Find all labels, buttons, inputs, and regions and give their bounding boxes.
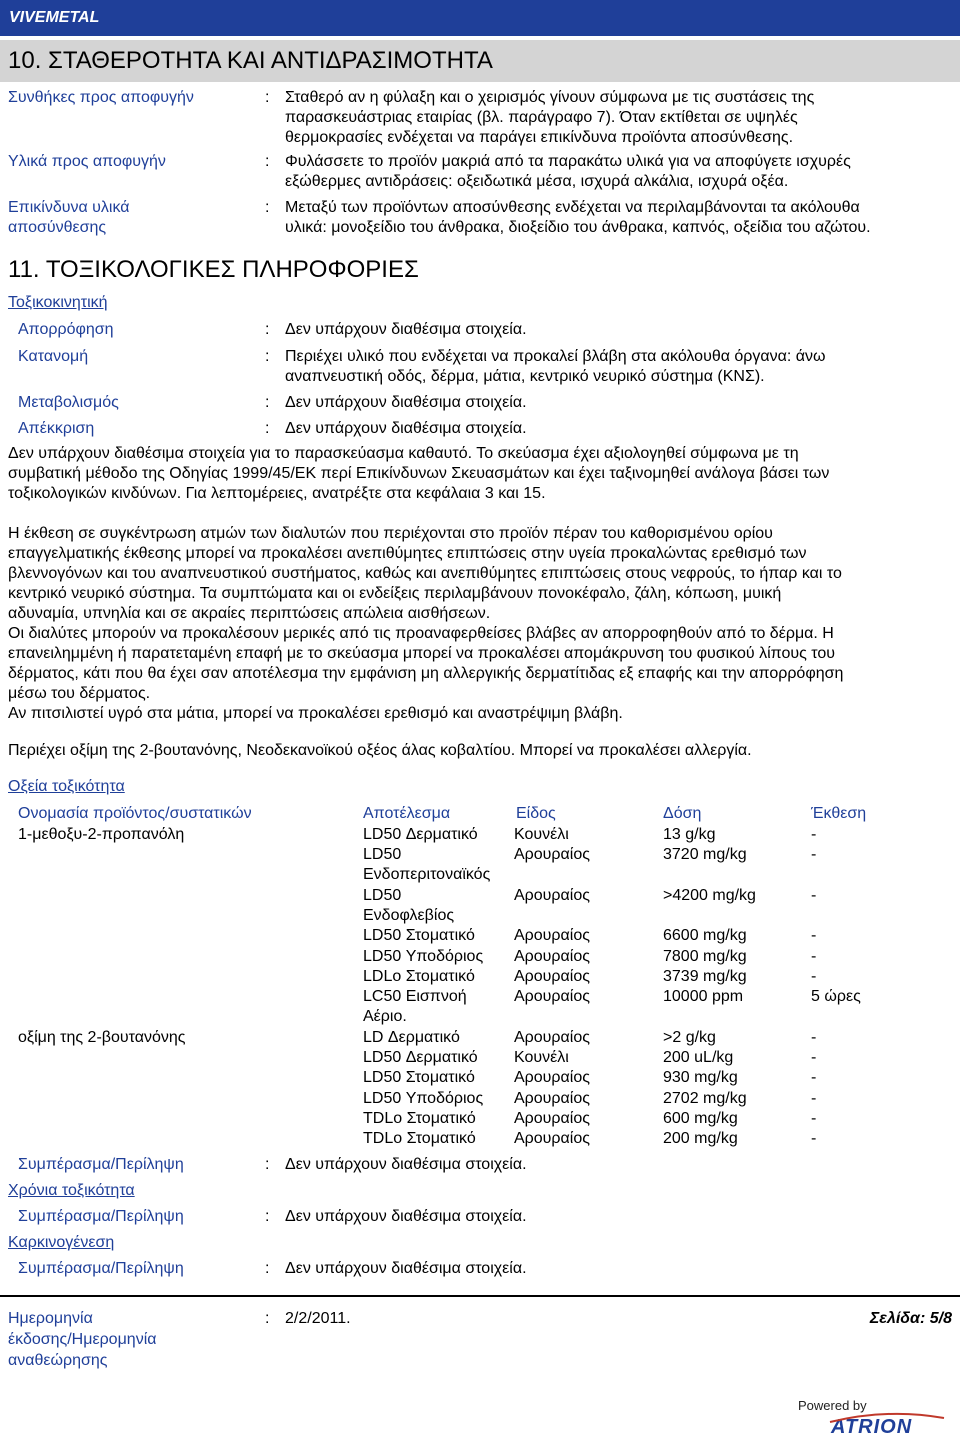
acute-toxicity-heading: Οξεία τοξικότητα	[8, 778, 125, 795]
colon: :	[265, 1208, 270, 1225]
cell-species: Αρουραίος	[514, 927, 590, 945]
cell-species: Αρουραίος	[514, 1089, 590, 1107]
paragraph-line: Δεν υπάρχουν διαθέσιμα στοιχεία για το παρασκεύασμα καθαυτό. Το σκεύασμα έχει αξιολογηθεί σύμφωνα με τη	[8, 445, 799, 462]
cell-result: LD50 Στοματικό	[363, 927, 475, 945]
paragraph-line: αδυναμία, υπνηλία και σε ακραίες περιπτώσεις απώλεια αισθήσεων.	[8, 605, 491, 622]
cell-dose: 600 mg/kg	[663, 1109, 738, 1127]
footer-date-value: 2/2/2011.	[285, 1310, 351, 1327]
footer-divider	[0, 1295, 960, 1297]
decomposition-label	[8, 198, 130, 238]
decomposition-label-1: Επικίνδυνα υλικά	[8, 199, 130, 216]
section-11-title: 11. ΤΟΞΙΚΟΛΟΓΙΚΕΣ ΠΛΗΡΟΦΟΡΙΕΣ	[8, 256, 419, 283]
cell-species: Αρουραίος	[514, 967, 590, 985]
paragraph-line: Η έκθεση σε συγκέντρωση ατμών των διαλυτών που περιέχονται στο προϊόν πέραν του καθορισμένου ορίου	[8, 525, 773, 542]
paragraph-line: Αν πιτσιλιστεί υγρό στα μάτια, μπορεί να προκαλέσει ερεθισμό και αναστρέψιμη βλάβη.	[8, 705, 623, 722]
chronic-toxicity-heading: Χρόνια τοξικότητα	[8, 1182, 135, 1199]
chronic-conclusion-label: Συμπέρασμα/Περίληψη	[18, 1208, 184, 1225]
conclusion-label: Συμπέρασμα/Περίληψη	[18, 1156, 184, 1173]
cell-exposure: -	[811, 1069, 817, 1087]
cell-species: Αρουραίος	[514, 1069, 590, 1087]
cell-species: Αρουραίος	[514, 846, 590, 864]
materials-line-1: Φυλάσσετε το προϊόν μακριά από τα παρακάτω υλικά για να αποφύγετε ισχυρές	[285, 153, 851, 170]
colon: :	[265, 348, 270, 365]
paragraph-line: βλεννογόνων και του αναπνευστικού συστήματος, καθώς και ανεπιθύμητες επιπτώσεις στους νεφρούς, το ήπαρ και το	[8, 565, 842, 582]
metabolism-text: Δεν υπάρχουν διαθέσιμα στοιχεία.	[285, 394, 527, 411]
cell-dose: 930 mg/kg	[663, 1069, 738, 1087]
cell-exposure: -	[811, 1109, 817, 1127]
conditions-line-3: θερμοκρασίες ενδέχεται να παράγει επικίνδυνα προϊόντα αποσύνθεσης.	[285, 129, 794, 146]
carcinogenicity-heading: Καρκινογένεση	[8, 1234, 115, 1251]
cell-result: TDLo Στοματικό	[363, 1130, 476, 1148]
excretion-label: Απέκκριση	[18, 420, 95, 437]
metabolism-label: Μεταβολισμός	[18, 394, 119, 411]
distribution-label: Κατανομή	[18, 348, 89, 365]
logo-swoosh-icon	[828, 1412, 946, 1424]
cell-exposure: -	[811, 886, 817, 904]
cell-dose: 3739 mg/kg	[663, 967, 747, 985]
decomposition-text	[285, 198, 950, 238]
excretion-text: Δεν υπάρχουν διαθέσιμα στοιχεία.	[285, 420, 527, 437]
table-header-species: Είδος	[516, 805, 556, 822]
carcino-conclusion-label: Συμπέρασμα/Περίληψη	[18, 1260, 184, 1277]
decomposition-line-2: υλικά: μονοξείδιο του άνθρακα, διοξείδιο του άνθρακα, καπνός, οξείδια του αζώτου.	[285, 219, 871, 236]
paragraph-exposure	[8, 524, 948, 724]
decomposition-label-2: αποσύνθεσης	[8, 219, 107, 236]
footer-page-number: Σελίδα: 5/8	[869, 1310, 952, 1327]
section-10-title: 10. ΣΤΑΘΕΡΟΤΗΤΑ ΚΑΙ ΑΝΤΙΔΡΑΣΙΜΟΤΗΤΑ	[0, 40, 960, 82]
table-header-result: Αποτέλεσμα	[363, 805, 451, 822]
colon: :	[265, 89, 270, 106]
cell-species: Αρουραίος	[514, 947, 590, 965]
cell-dose: 10000 ppm	[663, 988, 744, 1006]
cell-exposure: -	[811, 1049, 817, 1066]
cell-exposure: -	[811, 1028, 817, 1046]
paragraph-line: τοξικολογικών κινδύνων. Για λεπτομέρειες, ανατρέξτε στα κεφάλαια 3 και 15.	[8, 485, 546, 502]
cell-result: LD50 Δερματικό	[363, 826, 478, 843]
cell-dose: >2 g/kg	[663, 1028, 716, 1046]
colon: :	[265, 1156, 270, 1173]
cell-result: LD50	[363, 886, 402, 904]
cell-dose: 6600 mg/kg	[663, 927, 747, 945]
cell-result: LD50	[363, 846, 402, 864]
paragraph-line: κεντρικό νευρικό σύστημα. Τα συμπτώματα και οι ενδείξεις περιλαμβάνουν πονοκέφαλο, ζάλη, κόπωση, μυική	[8, 585, 782, 602]
cell-dose: 7800 mg/kg	[663, 947, 747, 965]
cell-result: LDLo Στοματικό	[363, 967, 475, 985]
cell-dose: 13 g/kg	[663, 826, 716, 843]
decomposition-line-1: Μεταξύ των προϊόντων αποσύνθεσης ενδέχεται να περιλαμβάνονται τα ακόλουθα	[285, 199, 860, 216]
paragraph-line: συμβατική μέθοδο της Οδηγίας 1999/45/ΕΚ περί Επικίνδυνων Σκευασμάτων και έχει ταξινομηθεί ανάλογα βάσει των	[8, 465, 830, 482]
paragraph-line: Οι διαλύτες μπορούν να προκαλέσουν μερικές από τις προαναφερθείσες βλάβες αν απορροφηθούν από το δέρμα. Η	[8, 625, 834, 642]
absorption-text: Δεν υπάρχουν διαθέσιμα στοιχεία.	[285, 321, 527, 338]
cell-exposure: -	[811, 846, 817, 864]
conditions-line-2: παρασκευάστριας εταιρίας (βλ. παράγραφο 7). Όταν εκτίθεται σε υψηλές	[285, 109, 798, 126]
footer-date-label	[8, 1308, 157, 1371]
powered-by-logo	[756, 1398, 946, 1438]
colon: :	[265, 1310, 270, 1327]
colon: :	[265, 420, 270, 437]
cell-species: Αρουραίος	[514, 988, 590, 1006]
powered-by-text: Powered by	[798, 1398, 867, 1413]
cell-result-continued: Αέριο.	[363, 1008, 407, 1026]
materials-label: Υλικά προς αποφυγήν	[8, 153, 166, 170]
materials-text	[285, 152, 950, 192]
cell-product: οξίμη της 2-βουτανόνης	[18, 1028, 186, 1046]
cell-result: LD50 Στοματικό	[363, 1069, 475, 1087]
cell-result: LD Δερματικό	[363, 1028, 460, 1046]
conclusion-text: Δεν υπάρχουν διαθέσιμα στοιχεία.	[285, 1156, 527, 1173]
footer-date-label-2: έκδοσης/Ημερομηνία	[8, 1331, 157, 1348]
cell-species: Κουνέλι	[514, 1049, 569, 1066]
chronic-conclusion-text: Δεν υπάρχουν διαθέσιμα στοιχεία.	[285, 1208, 527, 1225]
cell-result: LD50 Υποδόριος	[363, 1089, 484, 1107]
table-header-product: Ονομασία προϊόντος/συστατικών	[18, 805, 252, 822]
materials-line-2: εξώθερμες αντιδράσεις: οξειδωτικά μέσα, ισχυρά αλκάλια, ισχυρά οξέα.	[285, 173, 789, 190]
cell-exposure: -	[811, 1130, 817, 1148]
cell-dose: 200 mg/kg	[663, 1130, 738, 1148]
absorption-label: Απορρόφηση	[18, 321, 114, 338]
distribution-line-1: Περιέχει υλικό που ενδέχεται να προκαλεί βλάβη στα ακόλουθα όργανα: άνω	[285, 348, 826, 365]
cell-result-continued: Ενδοφλεβίος	[363, 906, 455, 924]
footer-date-label-1: Ημερομηνία	[8, 1310, 93, 1327]
atrion-logo-icon: ATRION	[831, 1416, 913, 1438]
paragraph-line: δέρματος, κάτι που θα έχει σαν αποτέλεσμα την εμφάνιση μη αλλεργικής δερματίτιδας εξ επαφής και την απορρόφηση	[8, 665, 844, 682]
table-header-exposure: Έκθεση	[811, 805, 867, 822]
cell-exposure: -	[811, 1089, 817, 1107]
cell-exposure: -	[811, 927, 817, 945]
cell-result: LD50 Δερματικό	[363, 1049, 478, 1066]
cell-result: LC50 Εισπνοή	[363, 988, 467, 1006]
cell-result: TDLo Στοματικό	[363, 1109, 476, 1127]
cell-species: Κουνέλι	[514, 826, 569, 843]
conditions-line-1: Σταθερό αν η φύλαξη και ο χειρισμός γίνουν σύμφωνα με τις συστάσεις της	[285, 89, 815, 106]
cell-dose: 3720 mg/kg	[663, 846, 747, 864]
colon: :	[265, 321, 270, 338]
brand-name: VIVEMETAL	[9, 9, 100, 26]
cell-result-continued: Ενδοπεριτοναϊκός	[363, 866, 491, 884]
cell-species: Αρουραίος	[514, 1028, 590, 1046]
colon: :	[265, 1260, 270, 1277]
paragraph-line: μέσω του δέρματος.	[8, 685, 151, 702]
paragraph-line: επαγγελματικής έκθεσης μπορεί να προκαλέσει ανεπιθύμητες επιπτώσεις στην υγεία προκαλώντας ερεθισμό των	[8, 545, 807, 562]
cell-species: Αρουραίος	[514, 886, 590, 904]
cell-exposure: -	[811, 947, 817, 965]
cell-species: Αρουραίος	[514, 1109, 590, 1127]
footer-date-label-3: αναθεώρησης	[8, 1352, 108, 1369]
paragraph-line: επανειλημμένη ή παρατεταμένη επαφή με το σκεύασμα μπορεί να προκαλέσει απομάκρυνση του φυσικού λίπους του	[8, 645, 836, 662]
cell-exposure: -	[811, 967, 817, 985]
cell-exposure: -	[811, 826, 817, 843]
colon: :	[265, 394, 270, 411]
cell-dose: 2702 mg/kg	[663, 1089, 747, 1107]
cell-result: LD50 Υποδόριος	[363, 947, 484, 965]
cell-exposure: 5 ώρες	[811, 988, 861, 1006]
cell-dose: >4200 mg/kg	[663, 886, 756, 904]
paragraph-allergy: Περιέχει οξίμη της 2-βουτανόνης, Νεοδεκανοϊκού οξέος άλας κοβαλτίου. Μπορεί να προκαλέσει αλλεργία.	[8, 742, 752, 759]
conditions-text	[285, 88, 950, 148]
colon: :	[265, 153, 270, 170]
toxicokinetics-heading: Τοξικοκινητική	[8, 294, 108, 311]
table-header-dose: Δόση	[663, 805, 702, 822]
distribution-line-2: αναπνευστική οδός, δέρμα, μάτια, κεντρικό νευρικό σύστημα (ΚΝΣ).	[285, 368, 765, 385]
conditions-label: Συνθήκες προς αποφυγήν	[8, 89, 194, 106]
cell-product: 1-μεθοξυ-2-προπανόλη	[18, 826, 185, 843]
distribution-text	[285, 347, 950, 387]
colon: :	[265, 199, 270, 216]
brand-header	[0, 0, 960, 36]
paragraph-preparation	[8, 444, 948, 504]
carcino-conclusion-text: Δεν υπάρχουν διαθέσιμα στοιχεία.	[285, 1260, 527, 1277]
cell-dose: 200 uL/kg	[663, 1049, 734, 1066]
cell-species: Αρουραίος	[514, 1130, 590, 1148]
